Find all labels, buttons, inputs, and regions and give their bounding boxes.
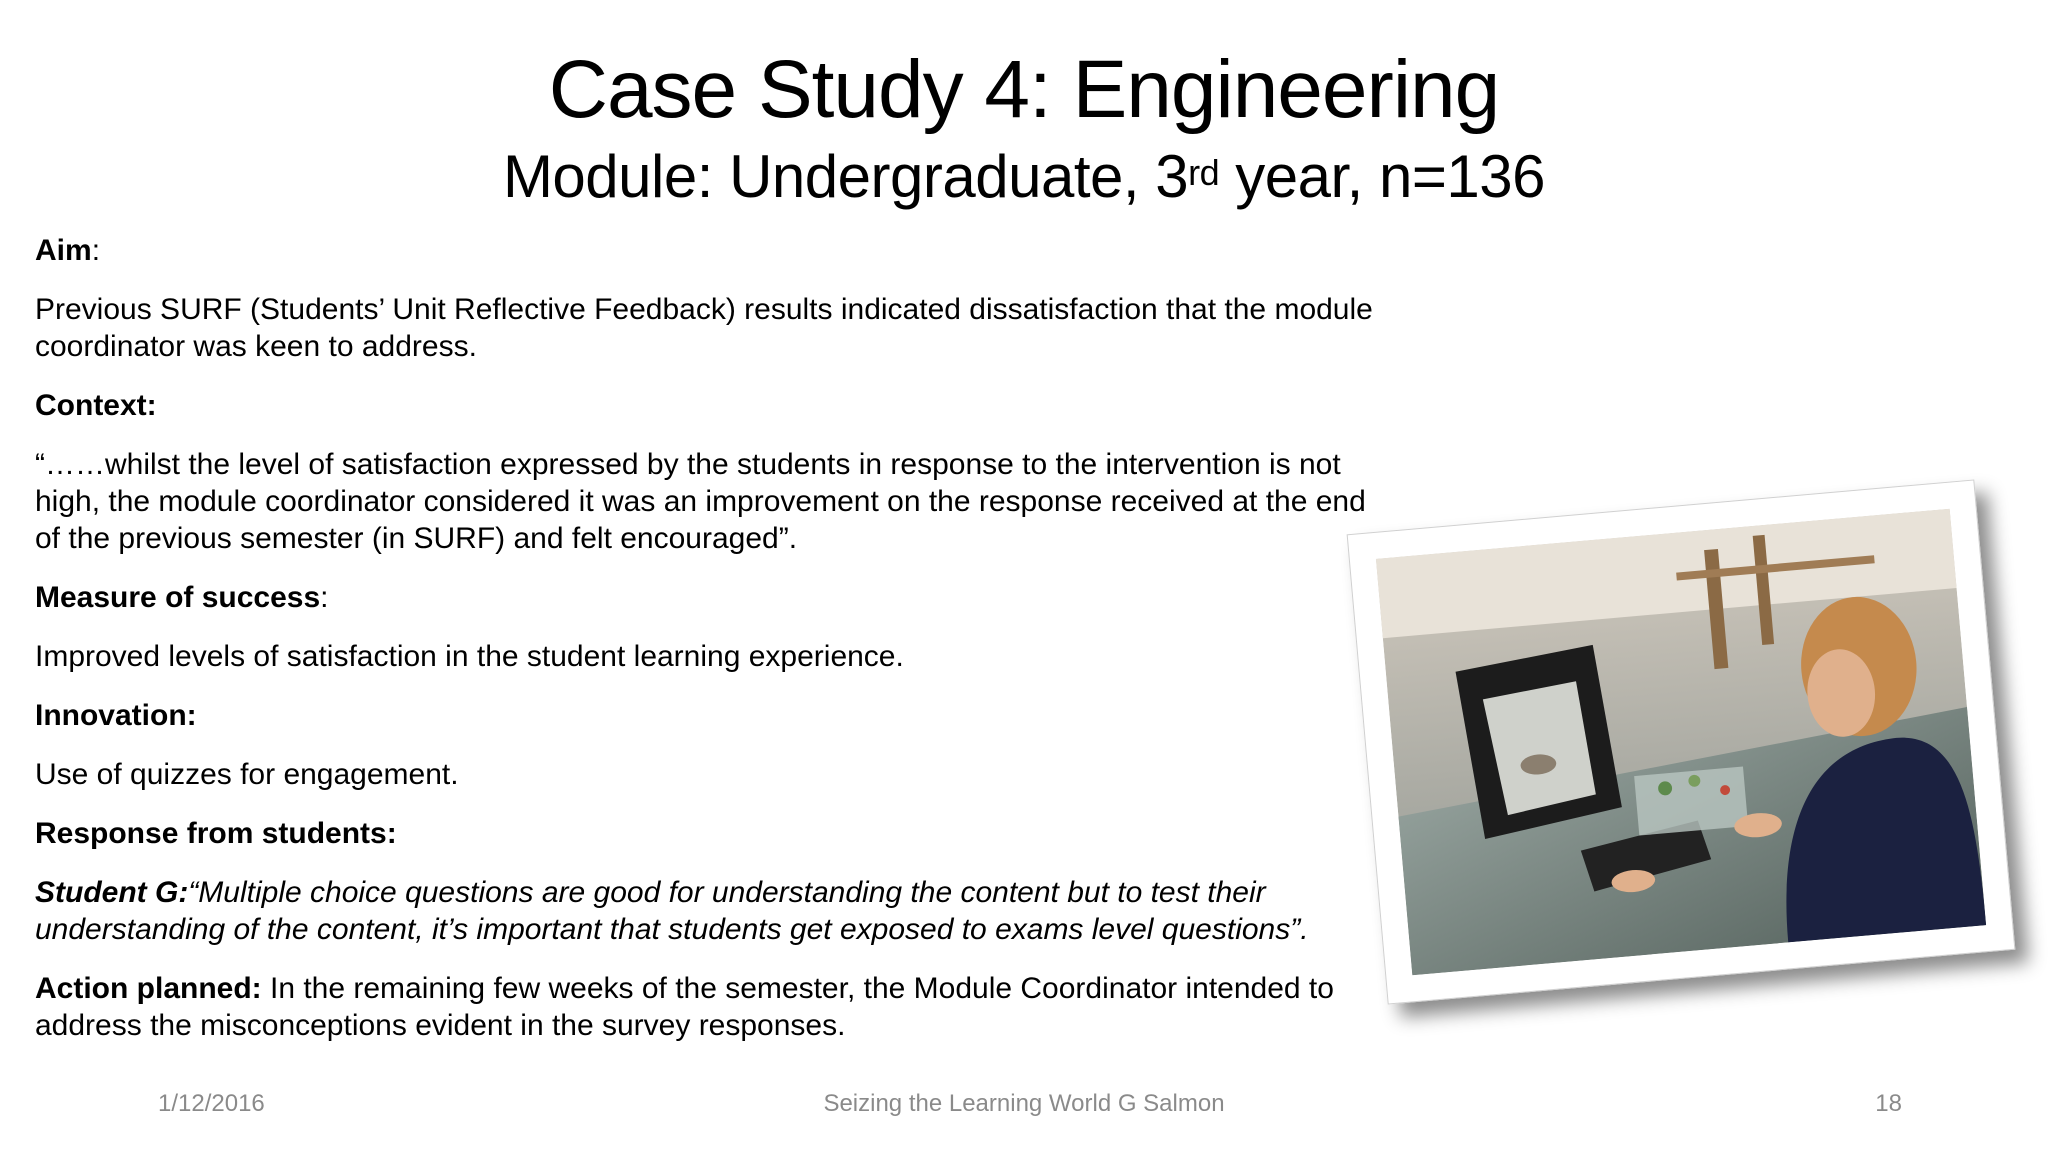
- footer-title: Seizing the Learning World G Salmon: [823, 1090, 1225, 1117]
- slide-subtitle: [0, 140, 2048, 214]
- context-heading: [35, 387, 1395, 424]
- aim-label: Aim: [35, 234, 92, 267]
- measure-heading: [35, 579, 1395, 616]
- footer-date: 1/12/2016: [158, 1090, 265, 1117]
- innovation-heading: [35, 697, 1395, 734]
- action-label: Action planned:: [35, 972, 262, 1005]
- innovation-label: Innovation:: [35, 699, 197, 732]
- slide-title: Case Study 4: Engineering: [548, 44, 1500, 135]
- measure-colon: :: [320, 581, 329, 614]
- title-block: [0, 40, 2048, 214]
- page-number: 18: [1875, 1090, 1902, 1117]
- subtitle-superscript: rd: [1188, 152, 1220, 193]
- innovation-text: Use of quizzes for engagement.: [35, 758, 459, 791]
- student-label: Student G:: [35, 876, 189, 909]
- response-label: Response from students:: [35, 817, 397, 850]
- aim-text: Previous SURF (Students’ Unit Reflective Feedback) results indicated dissatisfaction that the module coordinator was keen to address.: [35, 293, 1373, 363]
- student-quote-paragraph: [35, 874, 1395, 948]
- slide-body: [35, 232, 1395, 1066]
- student-quote: “Multiple choice questions are good for understanding the content but to test their understanding of the content, it’s important that students get exposed to exams level questions”.: [35, 876, 1309, 946]
- action-paragraph: [35, 970, 1395, 1044]
- photo-frame: [1347, 479, 2016, 1004]
- aim-colon: :: [91, 234, 101, 267]
- aim-heading: [35, 232, 1395, 269]
- measure-label: Measure of success: [35, 581, 321, 614]
- context-label: Context:: [35, 389, 157, 422]
- measure-text: Improved levels of satisfaction in the student learning experience.: [35, 640, 904, 673]
- photo-student-with-model-icon: [1376, 509, 1986, 976]
- response-heading: [35, 815, 1395, 852]
- context-text: “……whilst the level of satisfaction expressed by the students in response to the intervention is not high, the module coordinator considered it was an improvement on the response received at the end of the previous semester (in SURF) and felt encouraged”.: [35, 448, 1366, 555]
- subtitle-text-end: year, n=136: [1219, 143, 1546, 210]
- subtitle-text: Module: Undergraduate, 3: [502, 143, 1189, 210]
- action-text: In the remaining few weeks of the semester, the Module Coordinator intended to address the misconceptions evident in the survey responses.: [35, 972, 1334, 1042]
